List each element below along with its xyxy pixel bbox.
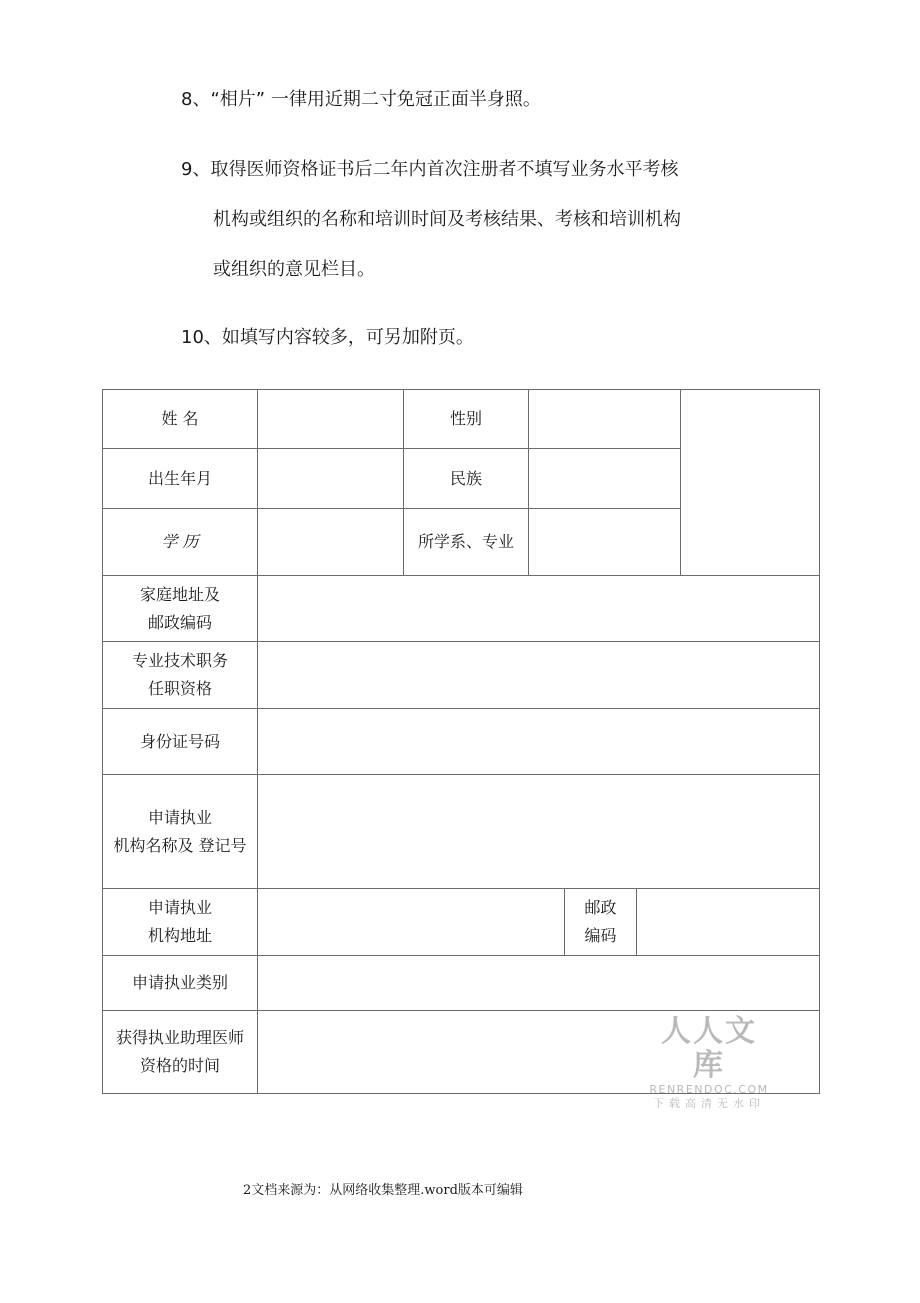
org-label-cell (102, 774, 258, 889)
address-label-line-1: 家庭地址及 (139, 584, 220, 604)
id-label: 身份证号码 (139, 731, 220, 751)
category-input-cell[interactable] (257, 955, 820, 1011)
footer-source-note: 2文档来源为：从网络收集整理.word版本可编辑 (243, 1183, 523, 1198)
note-item-9-line-3: 或组织的意见栏目。 (213, 259, 375, 280)
gender-label-cell (403, 389, 529, 449)
ethnicity-input-cell[interactable] (528, 448, 681, 509)
watermark-tagline-text: 下载高清无水印 (653, 1097, 765, 1110)
education-label-cell (102, 508, 258, 576)
org-address-label-line-2: 机构地址 (147, 926, 212, 945)
major-label: 所学系、专业 (417, 532, 514, 551)
title-label-line-1: 专业技术职务 (131, 651, 228, 670)
postcode-label-cell (564, 888, 637, 956)
birth-label: 出生年月 (147, 468, 212, 488)
qualified-time-label-line-2: 资格的时间 (139, 1056, 220, 1075)
name-label-cell (102, 389, 258, 449)
org-input-cell[interactable] (257, 774, 820, 889)
major-input-cell[interactable] (528, 508, 681, 576)
note-item-9-line-1: 9、取得医师资格证书后二年内首次注册者不填写业务水平考核 (181, 159, 679, 180)
title-label-line-2: 任职资格 (147, 679, 212, 698)
org-address-label-line-1: 申请执业 (147, 898, 212, 917)
note-item-10: 10、如填写内容较多，可另加附页。 (181, 327, 474, 348)
id-label-cell (102, 708, 258, 775)
gender-label: 性别 (449, 409, 482, 428)
address-label-line-2: 邮政编码 (147, 612, 212, 632)
org-address-input-cell[interactable] (257, 888, 565, 956)
birth-input-cell[interactable] (257, 448, 404, 509)
postcode-input-cell[interactable] (636, 888, 820, 956)
education-input-cell[interactable] (257, 508, 404, 576)
address-input-cell[interactable] (257, 575, 820, 642)
postcode-label-line-2: 编码 (584, 926, 617, 945)
qualified-time-label-line-1: 获得执业助理医师 (115, 1028, 244, 1047)
education-label: 学 历 (161, 532, 199, 551)
qualified-time-label-cell (102, 1010, 258, 1094)
note-item-8: 8、“相片” 一律用近期二寸免冠正面半身照。 (181, 89, 541, 110)
note-item-9-line-2: 机构或组织的名称和培训时间及考核结果、考核和培训机构 (213, 209, 681, 230)
ethnicity-label-cell (403, 448, 529, 509)
watermark-main-text: 人人文库 (661, 1014, 757, 1083)
title-input-cell[interactable] (257, 641, 820, 709)
watermark-domain-text: RENRENDOC.COM (649, 1083, 769, 1096)
category-label: 申请执业类别 (131, 973, 228, 992)
registration-form-table (102, 389, 820, 1094)
watermark-logo (646, 1015, 772, 1111)
photo-cell[interactable] (680, 389, 820, 576)
org-label-line-1: 申请执业 (147, 807, 212, 827)
category-label-cell (102, 955, 258, 1011)
name-label: 姓 名 (161, 409, 199, 428)
title-label-cell (102, 641, 258, 709)
address-label-cell (102, 575, 258, 642)
org-label-line-2: 机构名称及 登记号 (113, 835, 247, 855)
id-input-cell[interactable] (257, 708, 820, 775)
org-address-label-cell (102, 888, 258, 956)
gender-input-cell[interactable] (528, 389, 681, 449)
ethnicity-label: 民族 (449, 468, 482, 488)
postcode-label-line-1: 邮政 (584, 898, 617, 917)
birth-label-cell (102, 448, 258, 509)
name-input-cell[interactable] (257, 389, 404, 449)
major-label-cell (403, 508, 529, 576)
